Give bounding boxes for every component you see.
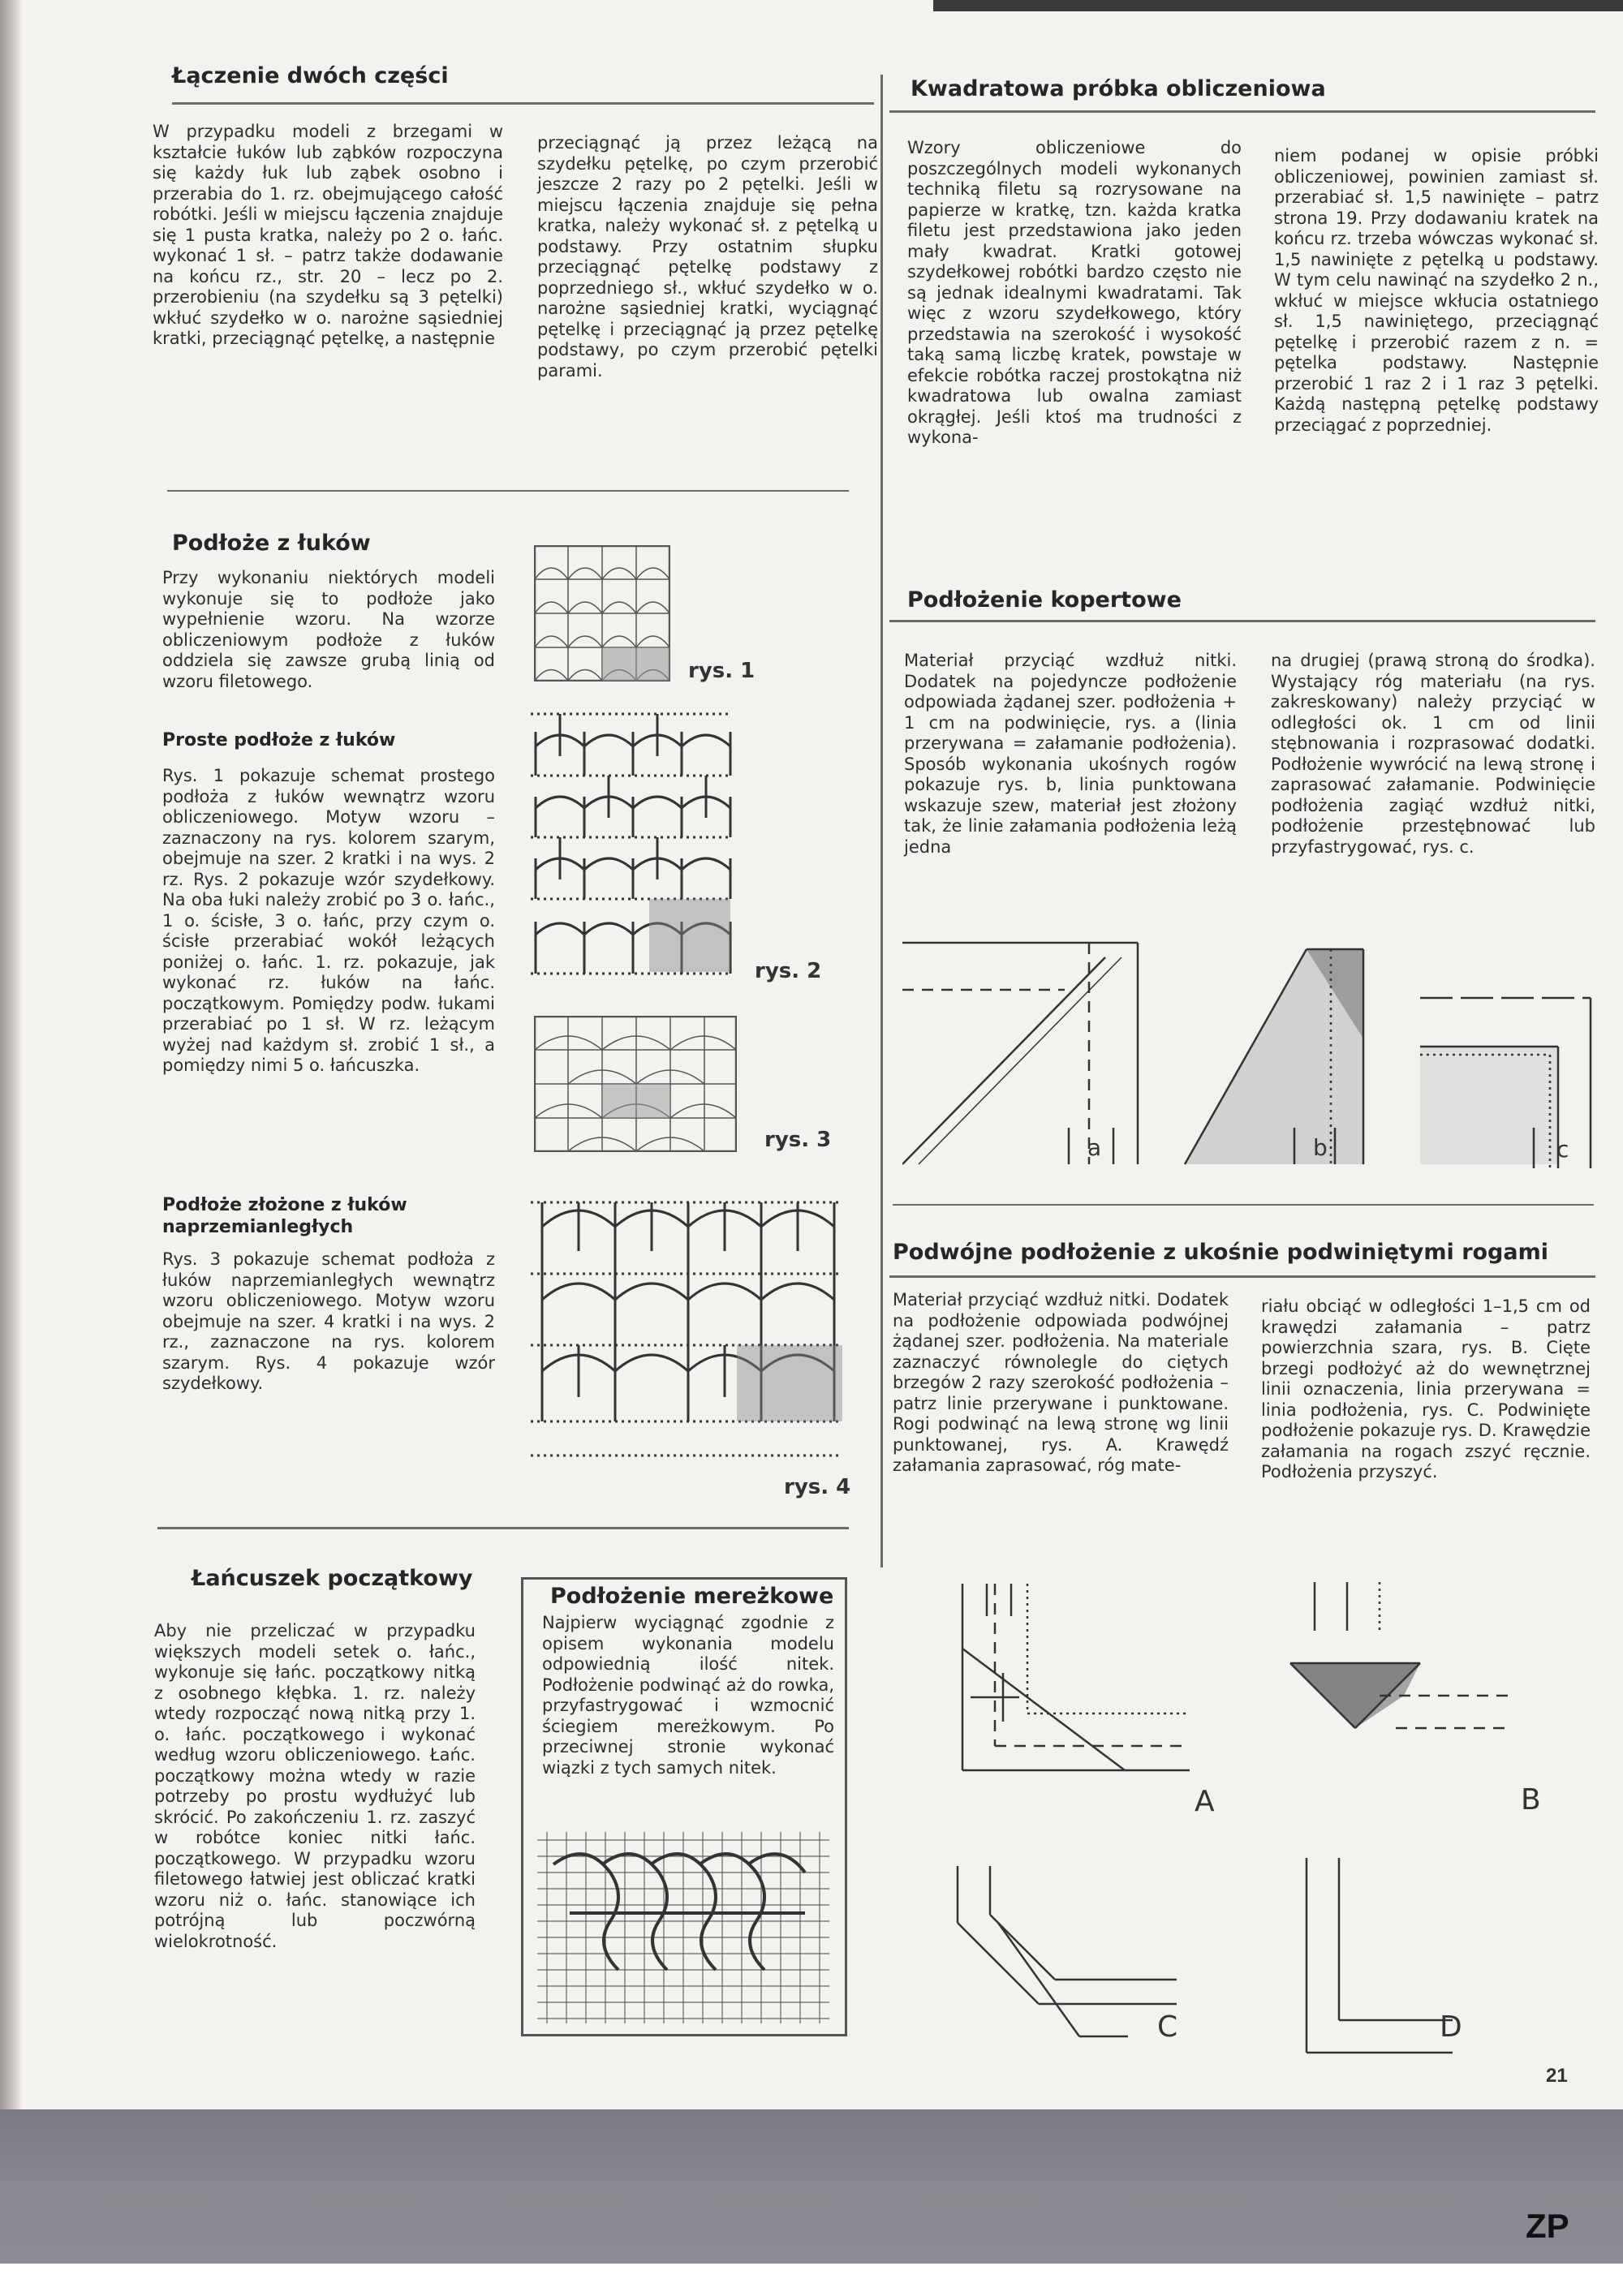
text-podwojne-col1: Materiał przyciąć wzdłuż nitki. Dodatek na podłożenie odpowiada podwójnej żądanej szer. podłożenia. Na materiale zaznaczyć równolegle do ciętych brzegów 2 razy szerokość podłożenia – patrz linie przerywane i punktowane. Rogi podwinąć na lewą stronę wg linii punktowanej, rys. A. Krawędź załamania zaprasować, róg mate- <box>893 1290 1229 1475</box>
text-merezkowe: Najpierw wyciągnąć zgodnie z opisem wykonania modelu odpowiednią ilość nitek. Podłożenie podwinąć aż do rowka, przyfastrygować i wzmocnić ściegiem mereżkowym. Po przeciwnej stronie wykonać wiązki z tych samych nitek. <box>542 1613 834 1778</box>
heading-kwadratowa: Kwadratowa próbka obliczeniowa <box>911 76 1326 101</box>
label-rys3: rys. 3 <box>764 1128 832 1152</box>
figure-kopertowe-b <box>1169 933 1371 1168</box>
rule-laczenie-bottom <box>167 490 849 492</box>
rule-kopertowe <box>889 620 1595 622</box>
figure-rys1-chart <box>534 545 670 681</box>
heading-kopertowe: Podłożenie kopertowe <box>907 587 1182 613</box>
text-laczenie-col2: przeciągnąć ją przez leżącą na szydełku pętelkę, po czym przerobić jeszcze 2 razy po 2 pętelki. Jeśli w miejscu łączenia znajduje się pełna kratka, należy wykonać sł. z pętelką u podstawy. Przy ostatnim słupku przeciągnąć pętelkę podstawy z poprzedniego sł., wkłuć szydełko w o. narożne sąsiedniej kratki, wyciągnąć pętelkę i przeciągnąć ją przez pętelkę podstawy, po czym przerobić pętelki parami. <box>537 133 878 381</box>
label-fig-b: b <box>1313 1134 1328 1161</box>
rule-before-podwojne <box>893 1204 1594 1206</box>
figure-rys2-crochet <box>527 707 738 980</box>
heading-merezkowe: Podłożenie mereżkowe <box>550 1584 834 1609</box>
label-fig-C: C <box>1157 2010 1178 2044</box>
subheading-naprzemianlegle: Podłoże złożone z łuków naprzemianległych <box>162 1195 407 1237</box>
page-spine-shadow <box>0 0 23 2109</box>
figure-rys3-chart <box>534 1016 737 1152</box>
rule-kwadratowa <box>889 110 1595 113</box>
text-lancuszek: Aby nie przeliczać w przypadku większych modeli setek o. łańc., wykonuje się łańc. początkowy nitką z osobnego kłębka. 1. rz. należy wtedy rozpocząć nową nitką przy 1. o. łańc. początkowego i wykonać według wzoru obliczeniowego. Łańc. początkowy można wtedy w razie potrzeby po prostu wydłużyć lub skrócić. Po zakończeniu 1. rz. zaszyć w robótce koniec nitki łańc. początkowego. W przypadku wzoru filetowego łatwiej jest obliczać kratki wzoru niż o. łańc. stanowiące ich potrójną lub poczwórną wielokrotność. <box>154 1621 476 1951</box>
text-kopertowe-col2: na drugiej (prawą stroną do środka). Wystający róg materiału (na rys. zakreskowany) należy przyciąć w odległości ok. 1 cm od linii stębnowania i rozprasować dodatki. Podłożenie wywrócić na lewą stronę i zaprasować załamanie. Podwinięcie podłożenia zagiąć wzdłuż nitki, podłożenie przestębnować lub przyfastrygować, rys. c. <box>1271 651 1595 857</box>
text-kopertowe-col1: Materiał przyciąć wzdłuż nitki. Dodatek na pojedyncze podłożenie odpowiada żądanej szer. podłożenia + 1 cm na podwinięcie, rys. a (linia przerywana = załamanie podłożenia). Sposób wykonania ukośnych rogów pokazuje rys. b, linia punktowana wskazuje szew, materiał jest złożony tak, że linie załamania podłożenia leżą jedna <box>904 651 1237 857</box>
figure-kopertowe-a <box>902 933 1146 1168</box>
text-podloze-intro: Przy wykonaniu niektórych modeli wykonuje się to podłoże jako wypełnienie wzoru. Na wzorze obliczeniowym podłoże z łuków oddziela się zawsze grubą linią od wzoru filetowego. <box>162 568 495 691</box>
rule-before-lancuszek <box>157 1527 849 1529</box>
figure-podwojne-D <box>1298 1858 1461 2061</box>
label-fig-A: A <box>1195 1785 1215 1818</box>
label-rys2: rys. 2 <box>755 959 822 983</box>
label-rys1: rys. 1 <box>688 659 756 683</box>
label-fig-D: D <box>1440 2010 1462 2044</box>
rule-laczenie <box>172 102 874 105</box>
heading-laczenie: Łączenie dwóch części <box>172 63 449 88</box>
text-laczenie-col1: W przypadku modeli z brzegami w kształcie łuków lub ząbków rozpoczyna się każdy łuk lub ząbek osobno i przerabia do 1. rz. obejmującego całość robótki. Jeśli w miejscu łączenia znajduje się 1 pusta kratka, należy po 2 o. łańc. wykonać 1 sł. – patrz także dodawanie na końcu rz., str. 20 – lecz po 2. przerobieniu (na szydełku są 3 pętelki) wkłuć szydełko w o. narożne sąsiedniej kratki, przeciągnąć pętelkę, a następnie <box>153 122 503 348</box>
figure-podwojne-C <box>949 1866 1185 2061</box>
text-kwadratowa-col1: Wzory obliczeniowe do poszczególnych modeli wykonanych techniką filetu są rozrysowane na papierze w kratkę, tzn. każda kratka filetu jest przedstawiona jako jeden mały kwadrat. Kratki gotowej szydełkowej robótki bardzo często nie są jednak idealnymi kwadratami. Tak więc z wzoru szydełkowego, który przedstawia na szerokość i wysokość taką samą liczbę kratek, powstaje w efekcie robótka raczej prostokątna niż kwadratowa lub owalna zamiast okrągłej. Jeśli ktoś ma trudności z wykona- <box>907 138 1242 447</box>
page-number: 21 <box>1546 2065 1568 2087</box>
heading-podwojne: Podwójne podłożenie z ukośnie podwiniętymi rogami <box>893 1240 1548 1265</box>
text-proste: Rys. 1 pokazuje schemat prostego podłoża z łuków wewnątrz wzoru obliczeniowego. Motyw wzoru – zaznaczony na rys. kolorem szarym, obejmuje na szer. 2 kratki i na wys. 2 rz. Rys. 2 pokazuje wzór szydełkowy. Na oba łuki należy zrobić po 3 o. łańc., 1 o. ścisłe, 3 o. łańc, przy czym o. ścisłe przerabiać wokół leżących poniżej o. łańc. 1. rz. pokazuje, jak wykonać rz. łuków na łańc. początkowym. Pomiędzy podw. łukami przerabiać po 1 sł. W rz. leżącym wyżej nad każdym sł. zrobić 1 sł., a pomiędzy nimi 5 o. łańcuszka. <box>162 766 495 1075</box>
label-rys4: rys. 4 <box>784 1475 851 1499</box>
label-fig-B: B <box>1521 1783 1541 1817</box>
figure-podwojne-B <box>1282 1582 1526 1809</box>
figure-kopertowe-c <box>1412 974 1599 1168</box>
figure-rys4-crochet <box>526 1178 850 1460</box>
rule-podwojne <box>889 1275 1595 1278</box>
column-divider <box>880 75 883 1567</box>
heading-podloze-lukow: Podłoże z łuków <box>172 531 371 556</box>
label-fig-a: a <box>1087 1134 1102 1161</box>
top-rule <box>933 0 1623 11</box>
label-fig-c: c <box>1556 1136 1569 1163</box>
text-kwadratowa-col2: niem podanej w opisie próbki obliczeniowej, powinien zamiast sł. przerabiać sł. 1,5 nawinięte – patrz strona 19. Przy dodawaniu kratek na końcu rz. trzeba wówczas wykonać sł. 1,5 nawinięte z pętelką u podstawy. W tym celu nawinąć na szydełko 2 n., wkłuć w miejsce wkłucia ostatniego sł. 1,5 nawiniętego, przeciągnąć pętelkę i przerobić razem z n. = pętelka podstawy. Następnie przerobić 1 raz 2 i 1 raz 3 pętelki. Każdą następną pętelkę podstawy przeciągać z poprzedniej. <box>1274 146 1599 435</box>
footer-gap <box>0 2264 1623 2296</box>
text-podwojne-col2: riału obciąć w odległości 1–1,5 cm od krawędzi załamania – patrz powierzchnia szara, rys. B. Cięte brzegi podłożyć aż do wewnętrznej linii oznaczenia, linia przerywana = linia podłożenia, rys. C. Podwinięte podłożenie pokazuje rys. D. Krawędzie załamania na rogach zszyć ręcznie. Podłożenia przyszyć. <box>1261 1296 1591 1481</box>
subheading-proste: Proste podłoże z łuków <box>162 730 396 750</box>
figure-merezka <box>537 1832 829 2023</box>
figure-podwojne-A <box>954 1584 1198 1819</box>
text-naprzemianlegle: Rys. 3 pokazuje schemat podłoża z łuków naprzemianległych wewnątrz wzoru obliczeniowego. Motyw wzoru obejmuje na szer. 4 kratki i na wys. 2 rz., zaznaczone na rys. kolorem szarym. Rys. 4 pokazuje wzór szydełkowy. <box>162 1249 495 1393</box>
footer-mark: ZP <box>1526 2207 1569 2245</box>
heading-lancuszek: Łańcuszek początkowy <box>192 1566 473 1591</box>
